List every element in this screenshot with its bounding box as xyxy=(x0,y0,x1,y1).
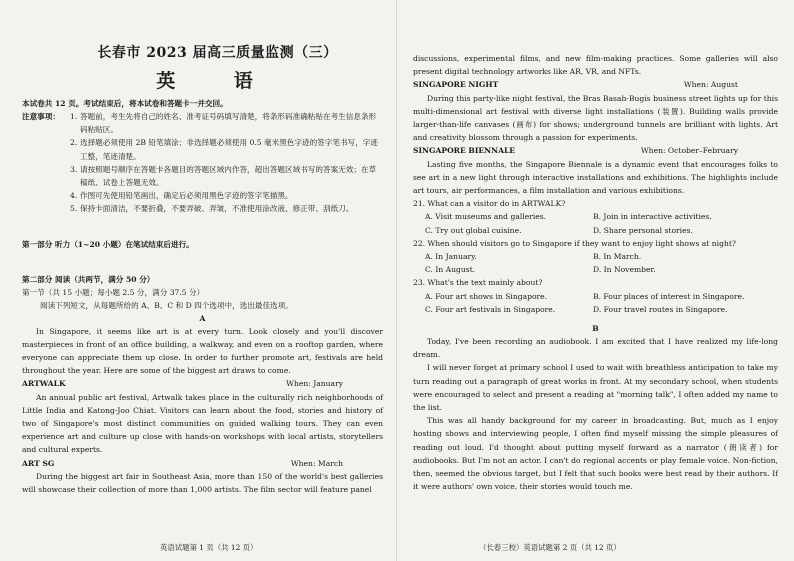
option: B. Four places of interest in Singapore. xyxy=(593,291,745,301)
option: C. Try out global cuisine. xyxy=(425,225,522,235)
option: D. Four travel routes in Singapore. xyxy=(593,304,728,314)
biennale-when: When: October–February xyxy=(640,146,738,156)
artwalk-when: When: January xyxy=(286,379,343,389)
option: C. In August. xyxy=(425,265,476,275)
part-one: 第一部分 听力（1~20 小题）在笔试结束后进行。 xyxy=(22,239,194,249)
artwalk-text: An annual public art festival, Artwalk takes place in the culturally rich neighborhoods of Little India and Katong-Joo Chiat. Visitors can learn about the food, stories and history of two of Singapore's most distinct communities on guided walking tours. They can even experience art and culture up close with hands-on workshops with local artists, storytellers and cultural experts. xyxy=(22,392,383,455)
instruction: 阅读下列短文，从每题所给的 A、B、C 和 D 四个选项中，选出最佳选项。 xyxy=(40,300,293,310)
question-options xyxy=(413,290,778,316)
exam-intro: 本试卷共 12 页。考试结束后，将本试卷和答题卡一并交回。 xyxy=(22,99,228,108)
biennale-header xyxy=(413,144,778,157)
artsg-header xyxy=(22,457,383,470)
artwalk-title: ARTWALK xyxy=(22,379,66,389)
passage-b-paragraph: I will never forget at primary school I used to wait with breathless anticipation to take my turn reading out a paragraph of great works in front. At my secondary school, when students were encouraged to select and present a reading at "morning talk", I often added my name to the list. xyxy=(413,363,778,413)
option: D. In November. xyxy=(593,265,656,275)
artsg-text: During the biggest art fair in Southeast Asia, more than 150 of the world's best galleries will showcase their collection of more than 1,000 artists. The film sector will feature panel xyxy=(22,471,383,495)
question-options xyxy=(413,250,778,276)
option: C. Four art festivals in Singapore. xyxy=(425,304,556,314)
part-two: 第二部分 阅读（共两节，满分 50 分） xyxy=(22,274,155,284)
question-stem: 23. What's the text mainly about? xyxy=(413,278,543,288)
artwalk-header xyxy=(22,377,383,390)
artsg-when: When: March xyxy=(290,458,343,468)
option: A. Four art shows in Singapore. xyxy=(425,291,548,301)
passage-b-paragraph: This was all handy background for my career in broadcasting. But, much as I enjoy hosting shows and interviewing people, I often find myself missing the simple pleasures of reading out loud. I'd thought about putting myself forward as a narrator (朗读者) for audiobooks. But I'm not an actor. I can't do regional accents or play female voice. Non-fiction, then, seemed the obvious target, but I felt that such books were best read by their authors. If it were authors' own voice, their stories would touch me. xyxy=(413,416,778,492)
artsg-title: ART SG xyxy=(22,458,55,468)
notes-label: 注意事项： xyxy=(22,112,60,121)
note-item: 4. 作图可先使用铅笔画出，确定后必须用黑色字迹的签字笔描黑。 xyxy=(70,191,293,201)
option: D. Share personal stories. xyxy=(593,225,693,235)
question-stem: 22. When should visitors go to Singapore if they want to enjoy light shows at night? xyxy=(413,238,736,248)
passage-b-paragraph: Today, I've been recording an audiobook. I am excited that I have realized my life-long dream. xyxy=(413,337,778,360)
section-one: 第一节（共 15 小题；每小题 2.5 分，满分 37.5 分） xyxy=(22,287,205,297)
option: B. In March. xyxy=(593,252,642,262)
biennale-text: Lasting five months, the Singapore Biennale is a dynamic event that encourages folks to see art in a new light through interactive installations and exhibitions. The highlights include art tours, air performances, a film installation and various exhibitions. xyxy=(413,159,778,196)
note-item: 3. 请按照题号顺序在答题卡各题目的答题区域内作答，超出答题区域书写的答案无效；在草稿纸、试卷上答题无效。 xyxy=(70,164,377,188)
question-stem: 21. What can a visitor do in ARTWALK? xyxy=(413,199,566,209)
option: B. Join in interactive activities. xyxy=(593,212,712,222)
note-item: 1. 答题前，考生先将自己的姓名、准考证号码填写清楚，将条形码准确粘贴在考生信息条形码粘贴区。 xyxy=(70,112,377,135)
notes-block xyxy=(22,110,383,216)
night-title: SINGAPORE NIGHT xyxy=(413,80,499,90)
note-item: 5. 保持卡面清洁，不要折叠，不要弄破、弄皱，不准使用涂改液、修正带、刮纸刀。 xyxy=(70,204,354,214)
night-header xyxy=(413,78,778,91)
question-options xyxy=(413,210,778,236)
note-item: 2. 选择题必须使用 2B 铅笔填涂；非选择题必须使用 0.5 毫米黑色字迹的签字笔书写，字迹工整，笔迹清楚。 xyxy=(70,138,378,161)
night-text: During this party-like night festival, the Bras Basah-Bugis business street lights up for this multi-dimensional art festival with diverse light installations (装置). Building walls provide larger-than-life canvases (画布) for shows; underground tunnels are brilliant with lights. Art and creativity blossom through a passion for experiments. xyxy=(413,93,778,143)
night-when: When: August xyxy=(683,80,738,90)
page-footer: （长春三校）英语试题第 2 页（共 12 页） xyxy=(479,543,621,552)
passage-a-label: A xyxy=(199,313,206,323)
artsg-continued: discussions, experimental films, and new film-making practices. Some galleries will also present digital technology artworks like AR, VR, and NFTs. xyxy=(413,54,778,77)
page-2 xyxy=(397,0,794,561)
exam-title: 长春市 2023 届高三质量监测（三） xyxy=(97,45,338,61)
option: A. In January. xyxy=(425,252,477,262)
biennale-title: SINGAPORE BIENNALE xyxy=(413,146,516,156)
page-footer: 英语试题第 1 页（共 12 页） xyxy=(160,543,258,552)
option: A. Visit museums and galleries. xyxy=(425,212,547,222)
passage-a-intro: In Singapore, it seems like art is at every turn. Look closely and you'll discover masterpieces in front of an office building, a walkway, and even on a rooftop garden, where everyone can appreciate them up close. In order to further promote art, festivals are held throughout the year. Here are some of the biggest art draws to come. xyxy=(22,326,383,376)
notes-list xyxy=(70,110,383,216)
passage-b-label: B xyxy=(592,324,599,334)
subject-title: 英 语 xyxy=(156,70,279,92)
